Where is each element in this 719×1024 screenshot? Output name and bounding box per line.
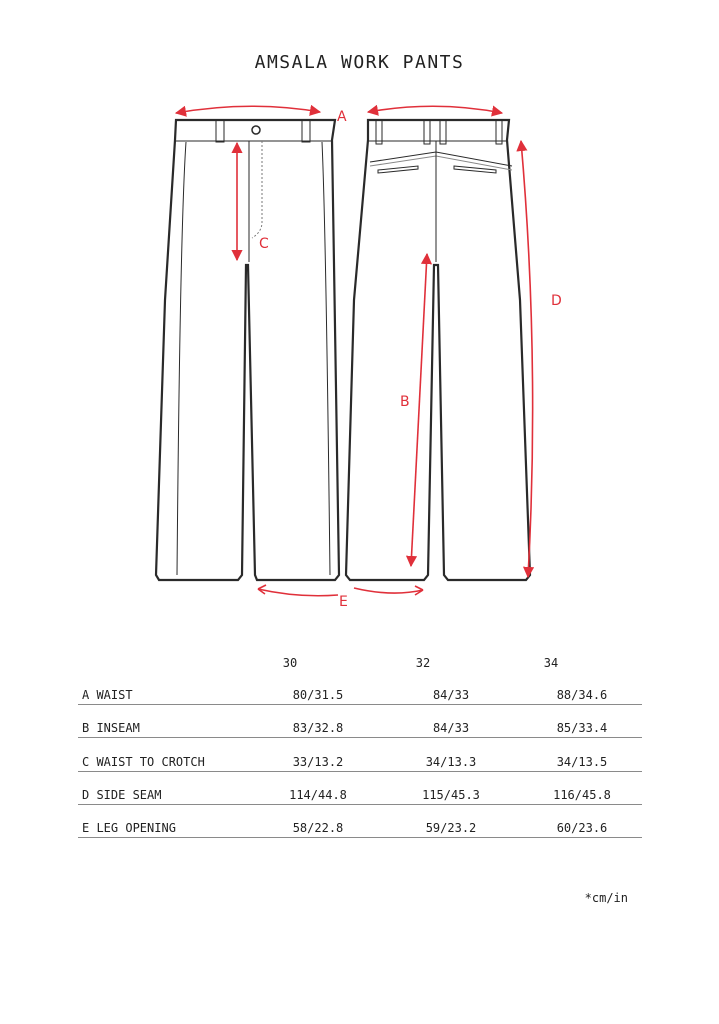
label-e: E [339,594,348,610]
row-value: 34/13.5 [556,755,608,769]
label-a: A [337,109,347,125]
pants-back-view [346,120,530,580]
label-c: C [259,236,269,252]
units-note: *cm/in [584,891,628,905]
row-value: 84/33 [432,721,470,735]
row-value: 116/45.8 [553,788,611,802]
row-value: 115/45.3 [422,788,480,802]
size-header: 34 [543,656,559,670]
row-value: 85/33.4 [556,721,608,735]
table-row [78,771,642,805]
pants-front-view [156,120,339,580]
row-label: E LEG OPENING [82,821,176,835]
row-label: A WAIST [82,688,133,702]
row-value: 60/23.6 [556,821,608,835]
label-b: B [400,394,410,410]
table-row [78,704,642,738]
arrow-a-back [368,106,502,113]
row-value: 59/23.2 [425,821,477,835]
size-header: 30 [282,656,298,670]
row-value: 83/32.8 [292,721,344,735]
row-value: 114/44.8 [289,788,347,802]
row-value: 34/13.3 [425,755,477,769]
row-value: 88/34.6 [556,688,608,702]
row-value: 58/22.8 [292,821,344,835]
label-d: D [551,293,562,309]
size-header: 32 [415,656,431,670]
arrow-a-front [176,106,320,113]
row-label: C WAIST TO CROTCH [82,755,205,769]
row-label: B INSEAM [82,721,140,735]
table-row [78,671,642,705]
page-title: AMSALA WORK PANTS [254,52,465,73]
table-row [78,804,642,838]
row-value: 80/31.5 [292,688,344,702]
row-value: 33/13.2 [292,755,344,769]
back-outline [346,120,530,580]
row-value: 84/33 [432,688,470,702]
table-row [78,738,642,772]
row-label: D SIDE SEAM [82,788,162,802]
